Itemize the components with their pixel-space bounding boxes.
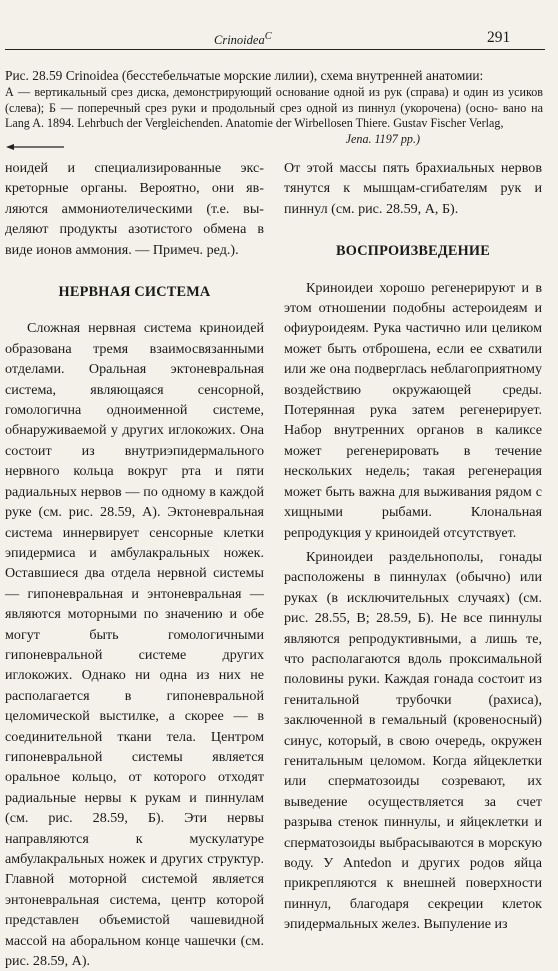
section-heading-nervous-system: НЕРВНАЯ СИСТЕМА	[58, 284, 211, 301]
section-heading-reproduction: ВОСПРОИЗВЕДЕНИЕ	[336, 243, 490, 260]
figure-caption	[5, 67, 543, 147]
header-rule	[5, 49, 545, 50]
caption-title: Рис. 28.59 Crinoidea (бесстебельчатые морские лилии), схема внутренней анатомии:	[5, 68, 484, 83]
page-header	[0, 29, 558, 51]
reproduction-paragraph-1: Криноидеи хорошо регенерируют и в этом отношении подобны астероидеям и офиуроидеям. Рука частично или целиком может быть отброшена, если ее схватили или же она подверглась неблагоприятному воздействию окружающей среды. Потерянная рука затем регенерирует. Набор внутренних органов в каликсе может регенерировать в течение нескольких недель; такая регенерация может быть важна для выживания рядом с хищными рыбами. Клональная репродукция у криноидей отсутствует.	[284, 279, 542, 541]
left-intro-paragraph: ноидей и специализированные экс- креторные органы. Вероятно, они яв- ляются аммониотелическими (т.е. вы- деляют продукты азотистого обмена в виде ионов аммония. — Примеч. ред.).	[5, 160, 264, 258]
caption-citation-end: Jena. 1197 pp.)	[345, 131, 420, 146]
right-column	[284, 158, 542, 935]
page-number: 291	[487, 29, 511, 46]
running-head-superscript: C	[264, 31, 272, 42]
nervous-system-paragraph: Сложная нервная система криноидей образована тремя взаимосвязанными отделами. Оральная эктоневральная система, являющаяся сенсорной, гомологична одноименной системе, обнаруживаемой у других иглокожих. Она состоит из внутриэпидермального нервного кольца вокруг рта и пяти радиальных нервов — по одному в каждой руке (см. рис. 28.59, А). Эктоневральная система иннервирует сенсорные клетки эпидермиса и амбулакральных ножек. Оставшиеся два отдела нервной системы — гипоневральная и энтоневральная — являются моторными по значению и обе могут быть гомологичными гипоневральной системе других иглокожих. Однако ни одна из них не располагается в гипоневральной целомической выстилке, а скорее — в соединительной ткани тела. Центром гипоневральной системы является оральное кольцо, от которого отходят радиальные нервы к рукам и пиннулам (см. рис. 28.59, Б). Эти нервы направляются к мускулатуре амбулакральных ножек и других структур. Главной моторной системой является энтоневральная система, центр которой представлен объемистой чашевидной массой на аборальном конце чашечки (см. рис. 28.59, А).	[5, 320, 264, 970]
running-head: Crinoidea$^C$	[214, 31, 272, 48]
caption-body: А — вертикальный срез диска, демонстрирующий основание одной из рук (справа) и один из усиков (слева); Б — поперечный срез руки и продольный срез одной из пиннул (укорочена) (осно- вано на Lang A. 1894. Lehrbuch der Vergleichenden. Anatomie der Wirbellosen Thiere. Gustav Fischer Verlag,	[5, 85, 543, 130]
reproduction-paragraph-2: Криноидеи раздельнополы, гонады расположены в пиннулах (обычно) или руках (в исключительных случаях) (см. рис. 28.55, В; 28.59, Б). Не все пиннулы являются репродуктивными, а лишь те, что располагаются вдоль проксимальной половины руки. Каждая гонада состоит из генитальной трубочки (рахиса), заключенной в гемальный (кровеносный) синус, который, в свою очередь, окружен генитальным целомом. Когда яйцеклетки или сперматозоиды созревают, их выведение осуществляется за счет разрыва стенок пиннулы, и яйцеклетки и сперматозоиды выбрасываются в морскую воду. У Antedon и других родов яйца прикрепляются к внешней поверхности пиннул, благодаря секреции клеток эпидермальных желез. Выпуление из	[284, 548, 542, 933]
continuation-arrow-icon	[6, 142, 66, 152]
left-column	[5, 158, 264, 971]
right-intro-paragraph: От этой массы пять брахиальных нервов тянутся к мышцам-сгибателям рук и пиннул (см. рис. 28.59, А, Б).	[284, 160, 542, 217]
